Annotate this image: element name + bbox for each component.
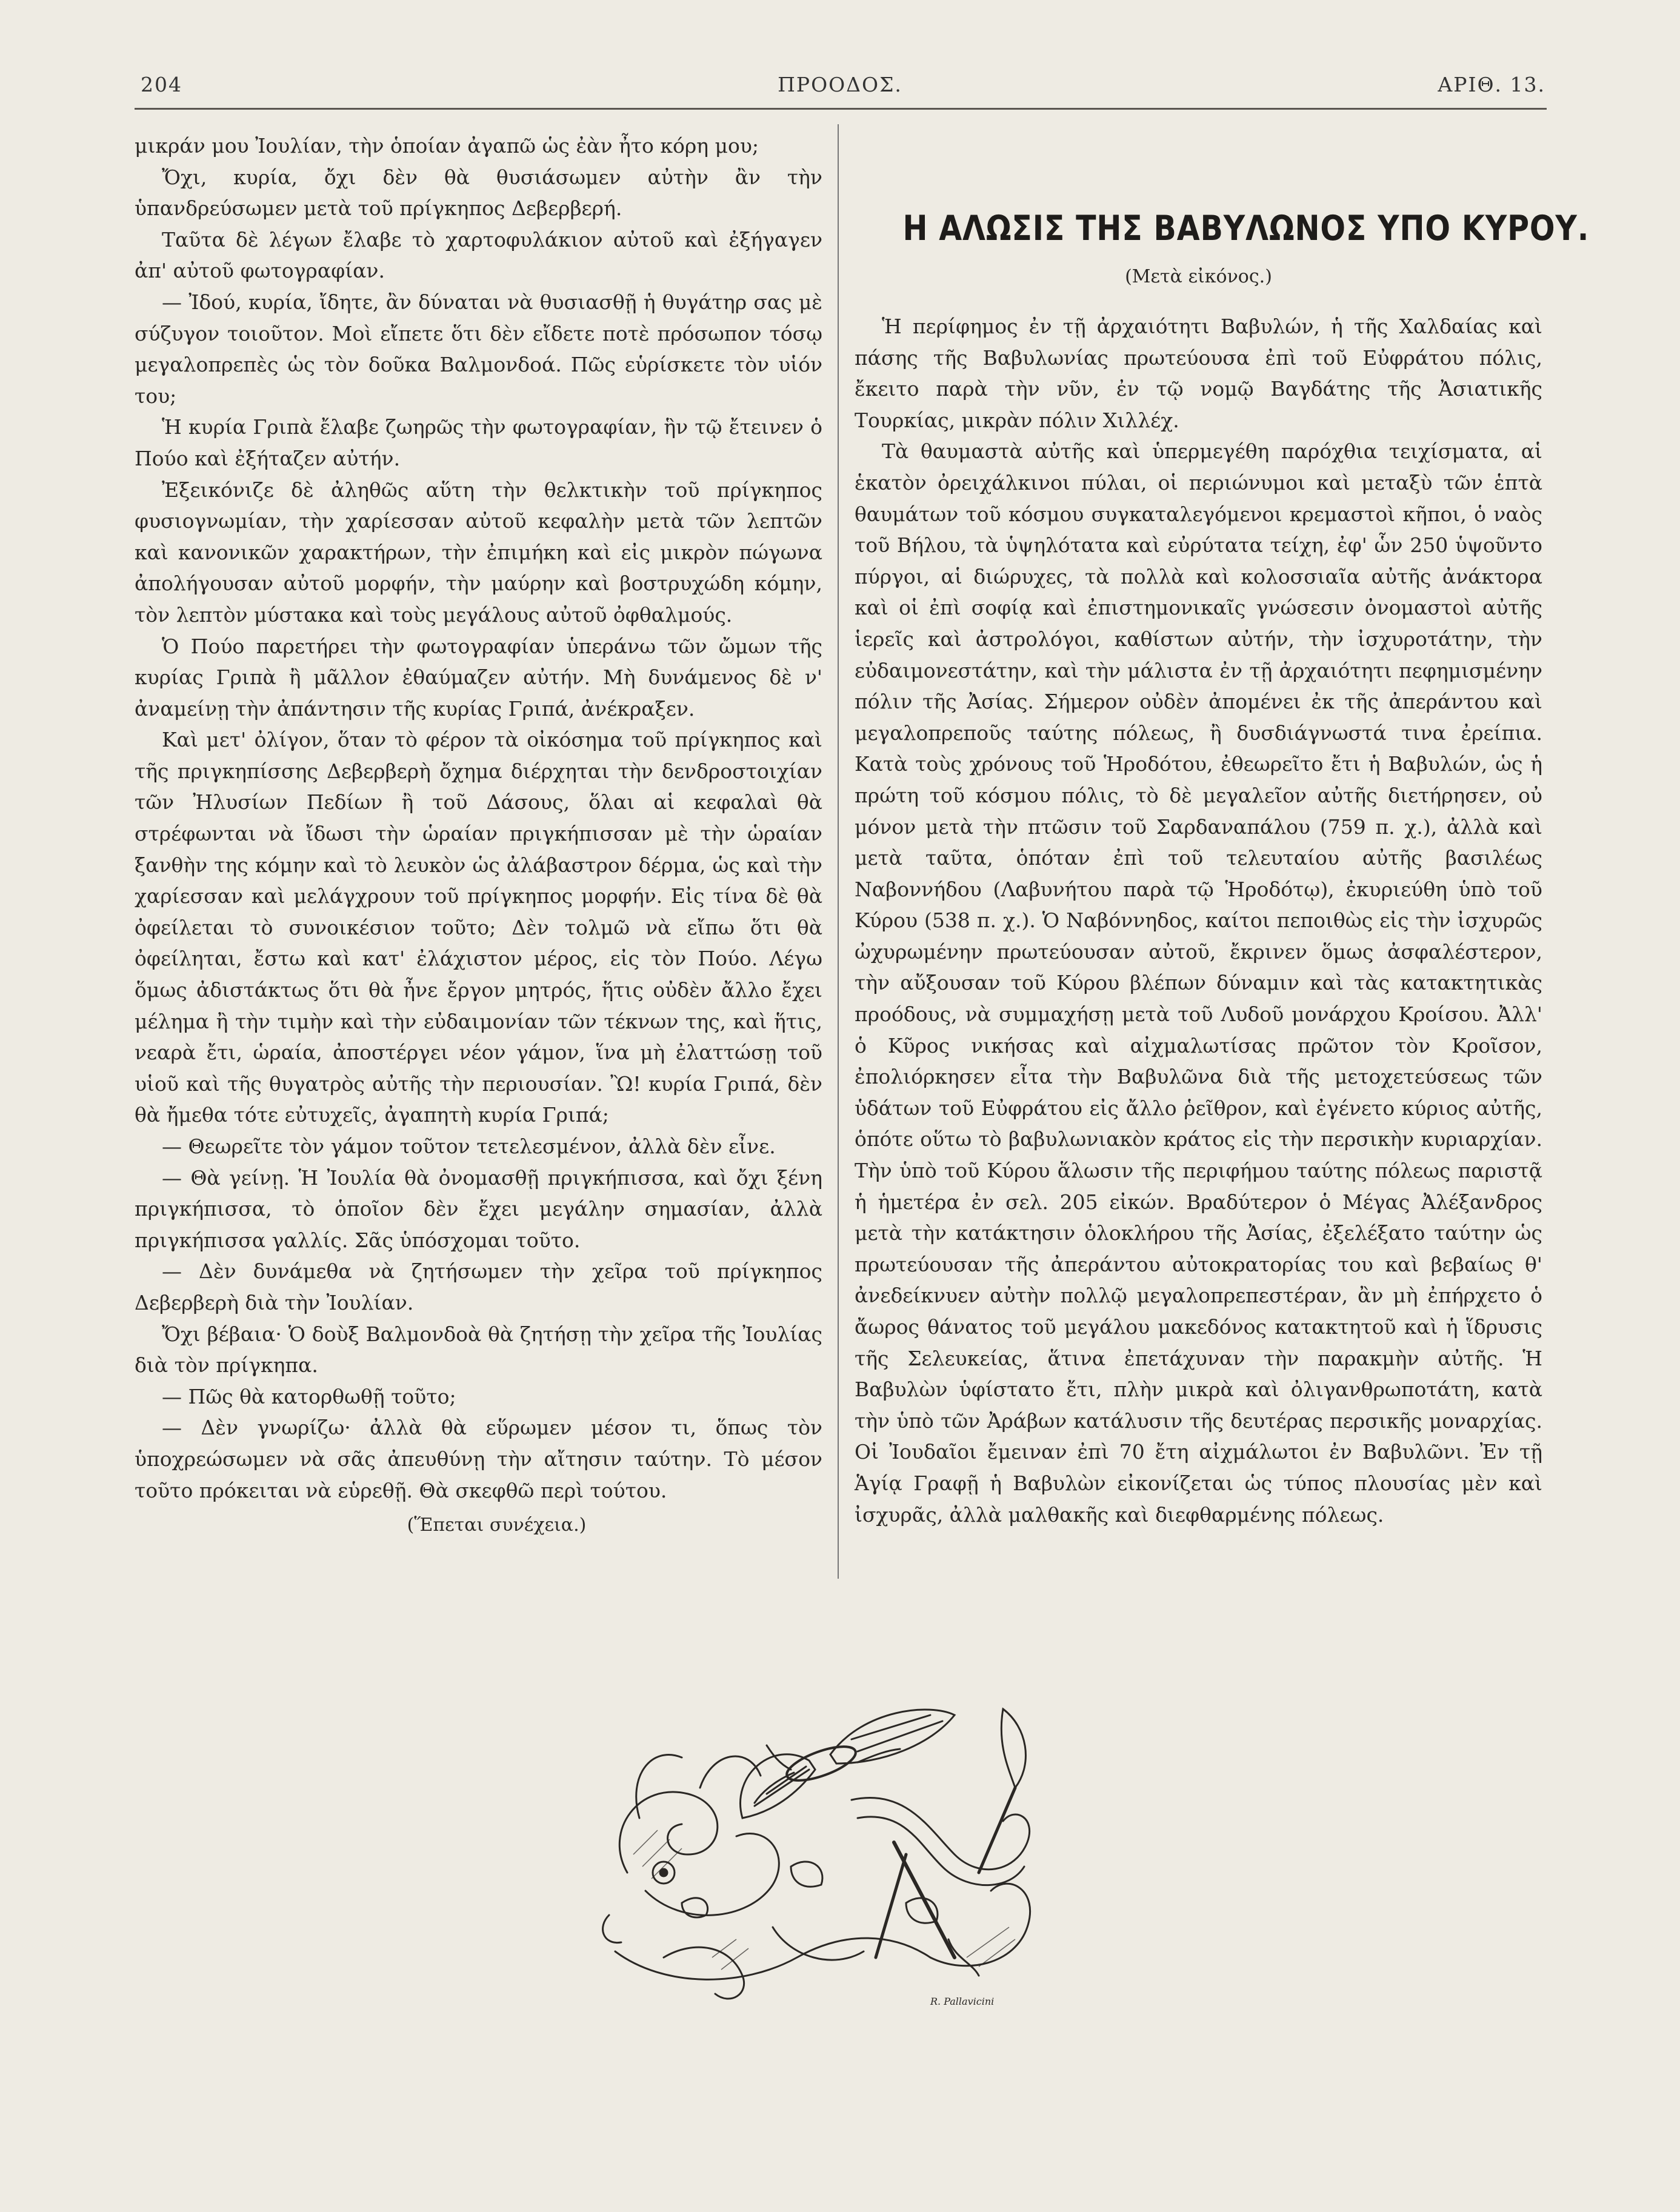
paragraph: — Πῶς θὰ κατορθωθῇ τοῦτο; [162, 1384, 456, 1408]
paragraph: — Θεωρεῖτε τὸν γάμον τοῦτον τετελεσμένον, ἀλλὰ δὲν εἶνε. [162, 1134, 776, 1158]
article-title: Η ΑΛΩΣΙΣ ΤΗΣ ΒΑΒΥΛΩΝΟΣ ΥΠΟ ΚΥΡΟΥ. [902, 208, 1590, 248]
left-column [135, 130, 822, 1541]
column-divider [838, 124, 839, 1579]
paragraph: Ὄχι, κυρία, ὄχι δὲν θὰ θυσιάσωμεν αὐτὴν ἂν τὴν ὑπανδρεύσωμεν μετὰ τοῦ πρίγκηπος Δεβερβερή. [135, 165, 822, 221]
paragraph: — Δὲν γνωρίζω· ἀλλὰ θὰ εὕρωμεν μέσον τι, ὅπως τὸν ὑποχρεώσωμεν νὰ σᾶς ἀπευθύνῃ τὴν αἴτησιν ταύτην. Τὸ μέσον τοῦτο πρόκειται νὰ εὑρεθῇ. Θὰ σκεφθῶ περὶ τούτου. [135, 1416, 822, 1502]
journal-name: ΠΡΟΟΔΟΣ. [778, 73, 902, 96]
page-number: 204 [141, 73, 182, 96]
paragraph: Ταῦτα δὲ λέγων ἔλαβε τὸ χαρτοφυλάκιον αὐτοῦ καὶ ἐξήγαγεν ἀπ' αὐτοῦ φωτογραφίαν. [135, 227, 822, 283]
paragraph: — Ἰδού, κυρία, ἴδητε, ἂν δύναται νὰ θυσιασθῇ ἡ θυγάτηρ σας μὲ σύζυγον τοιοῦτον. Μοὶ εἴπετε ὅτι δὲν εἴδετε ποτὲ πρόσωπον τόσῳ μεγαλοπρεπὲς ὡς τὸν δοῦκα Βαλμονδοά. Πῶς εὑρίσκετε τὸν υἱόν του; [135, 290, 822, 408]
paragraph: Ὄχι βέβαια· Ὁ δοὺξ Βαλμονδοὰ θὰ ζητήσῃ τὴν χεῖρα τῆς Ἰουλίας διὰ τὸν πρίγκηπα. [135, 1322, 822, 1378]
artist-signature: R. Pallavicini [930, 1996, 995, 2007]
page-header [0, 0, 1680, 121]
paragraph: Ὁ Πούο παρετήρει τὴν φωτογραφίαν ὑπεράνω τῶν ὤμων τῆς κυρίας Γριπὰ ἢ μᾶλλον ἐθαύμαζεν αὐτήν. Μὴ δυνάμενος δὲ ν' ἀναμείνῃ τὴν ἀπάντησιν τῆς κυρίας Γριπά, ἀνέκραξεν. [135, 634, 822, 721]
paragraph: — Θὰ γείνῃ. Ἡ Ἰουλία θὰ ὀνομασθῇ πριγκήπισσα, καὶ ὄχι ξένη πριγκήπισσα, τὸ ὁποῖον δὲν ἔχει μεγάλην σημασίαν, ἀλλὰ πριγκήπισσα γαλλίς. Σᾶς ὑπόσχομαι τοῦτο. [135, 1165, 822, 1252]
header-rule [135, 108, 1547, 110]
moth-floral-ornament-icon [591, 1673, 1070, 2012]
paragraph: Ἡ κυρία Γριπὰ ἔλαβε ζωηρῶς τὴν φωτογραφίαν, ἣν τῷ ἔτεινεν ὁ Πούο καὶ ἐξήταζεν αὐτήν. [135, 415, 822, 470]
paragraph: Τὰ θαυμαστὰ αὐτῆς καὶ ὑπερμεγέθη παρόχθια τειχίσματα, αἱ ἑκατὸν ὀρειχάλκινοι πύλαι, οἱ περιώνυμοι καὶ μεταξὺ τῶν ἑπτὰ θαυμάτων τοῦ κόσμου συγκαταλεγόμενοι κρεμαστοὶ κῆποι, ὁ ναὸς τοῦ Βήλου, τὰ ὑψηλότατα καὶ εὐρύτατα τείχη, ἐφ' ὧν 250 ὑψοῦντο πύργοι, αἱ διώρυχες, τὰ πολλὰ καὶ κολοσσιαῖα αὐτῆς ἀνάκτορα καὶ οἱ ἐπὶ σοφίᾳ καὶ ἐπιστημονικαῖς γνώσεσιν ὀνομαστοὶ αὐτῆς ἱερεῖς καὶ ἀστρολόγοι, καθίστων αὐτήν, τὴν ἰσχυροτάτην, τὴν εὐδαιμονεστάτην, καὶ τὴν μάλιστα ἐν τῇ ἀρχαιότητι πεφημισμένην πόλιν τῆς Ἀσίας. Σήμερον οὐδὲν ἀπομένει ἐκ τῆς ἀπεράντου καὶ μεγαλοπρεποῦς ταύτης πόλεως, ἢ δυσδιάγνωστά τινα ἐρείπια. Κατὰ τοὺς χρόνους τοῦ Ἡροδότου, ἐθεωρεῖτο ἔτι ἡ Βαβυλών, ὡς ἡ πρώτη τοῦ κόσμου πόλις, τὸ δὲ μεγαλεῖον αὐτῆς διετήρησεν, οὐ μόνον μετὰ τὴν πτῶσιν τοῦ Σαρδαναπάλου (759 π. χ.), ἀλλὰ καὶ μετὰ ταῦτα, ὁπόταν ἐπὶ τοῦ τελευταίου αὐτῆς βασιλέως Ναβοννήδου (Λαβυνήτου παρὰ τῷ Ἡροδότῳ), ἐκυριεύθη ὑπὸ τοῦ Κύρου (538 π. χ.). Ὁ Ναβόννηδος, καίτοι πεποιθὼς εἰς τὴν ἰσχυρῶς ὠχυρωμένην πρωτεύουσαν αὐτοῦ, ἔκρινεν ὅμως ἀσφαλέστερον, τὴν αὔξουσαν τοῦ Κύρου βλέπων δύναμιν καὶ τὰς κατακτητικὰς προόδους, νὰ συμμαχήσῃ μετὰ τοῦ Λυδοῦ μονάρχου Κροίσου. Ἀλλ' ὁ Κῦρος νικήσας καὶ αἰχμαλωτίσας πρῶτον τὸν Κροῖσον, ἐπολιόρκησεν εἶτα τὴν Βαβυλῶνα διὰ τῆς μετοχετεύσεως τῶν ὑδάτων τοῦ Εὐφράτου εἰς ἄλλο ῥεῖθρον, καὶ ἐγένετο κύριος αὐτῆς, ὁπότε οὕτω τὸ βαβυλωνιακὸν κράτος εἰς τὴν περσικὴν κυριαρχίαν. Τὴν ὑπὸ τοῦ Κύρου ἅλωσιν τῆς περιφήμου ταύτης πόλεως παριστᾷ ἡ ἡμετέρα ἐν σελ. 205 εἰκών. Βραδύτερον ὁ Μέγας Ἀλέξανδρος μετὰ τὴν κατάκτησιν ὁλοκλήρου τῆς Ἀσίας, ἐξελέξατο ταύτην ὡς πρωτεύουσαν τῆς ἀπεράντου αὐτοκρατορίας του καὶ βεβαίως θ' ἀνεδείκνυεν αὐτὴν πολλῷ μεγαλοπρεπεστέραν, ἂν μὴ ἐπήρχετο ὁ ἄωρος θάνατος τοῦ μεγάλου μακεδόνος κατακτητοῦ καὶ ἡ ἵδρυσις τῆς Σελευκείας, ἅτινα ἐπετάχυναν τὴν παρακμὴν αὐτῆς. Ἡ Βαβυλὼν ὑφίστατο ἔτι, πλὴν μικρὰ καὶ ὀλιγανθρωποτάτη, κατὰ τὴν ὑπὸ τῶν Ἀράβων κατάλυσιν τῆς δευτέρας περσικῆς μοναρχίας. Οἱ Ἰουδαῖοι ἔμειναν ἐπὶ 70 ἔτη αἰχμάλωτοι ἐν Βαβυλῶνι. Ἐν τῇ Ἁγίᾳ Γραφῇ ἡ Βαβυλὼν εἰκονίζεται ὡς τύπος πλουσίας μὲν καὶ ἰσχυρᾶς, ἀλλὰ μαλθακῆς καὶ διεφθαρμένης πόλεως. [855, 439, 1542, 1527]
paragraph: μικράν μου Ἰουλίαν, τὴν ὁποίαν ἀγαπῶ ὡς ἐὰν ἦτο κόρη μου; [135, 134, 759, 158]
issue-number: ΑΡΙΘ. 13. [1438, 73, 1545, 96]
paragraph: Ἐξεικόνιζε δὲ ἀληθῶς αὕτη τὴν θελκτικὴν τοῦ πρίγκηπος φυσιογνωμίαν, τὴν χαρίεσσαν αὐτοῦ κεφαλὴν μετὰ τῶν λεπτῶν καὶ κανονικῶν χαρακτήρων, τὴν ἐπιμήκη καὶ εἰς μικρὸν πώγωνα ἀπολήγουσαν αὐτοῦ μορφήν, τὴν μαύρην καὶ βοστρυχώδη κόμην, τὸν λεπτὸν μύστακα καὶ τοὺς μεγάλους αὐτοῦ ὀφθαλμούς. [135, 478, 822, 627]
paragraph: — Δὲν δυνάμεθα νὰ ζητήσωμεν τὴν χεῖρα τοῦ πρίγκηπος Δεβερβερὴ διὰ τὴν Ἰουλίαν. [135, 1259, 822, 1314]
right-column [855, 130, 1590, 1530]
paragraph: Καὶ μετ' ὀλίγον, ὅταν τὸ φέρον τὰ οἰκόσημα τοῦ πρίγκηπος καὶ τῆς πριγκηπίσσης Δεβερβερὴ ὄχημα διέρχηται τὴν δενδροστοιχίαν τῶν Ἠλυσίων Πεδίων ἢ τοῦ Δάσους, ὅλαι αἱ κεφαλαὶ θὰ στρέφωνται νὰ ἴδωσι τὴν ὡραίαν πριγκήπισσαν μὲ τὴν ὡραίαν ξανθὴν της κόμην καὶ τὸ λευκὸν ὡς ἀλάβαστρον δέρμα, ὡς καὶ τὴν χαρίεσσαν καὶ μελάγχρουν τοῦ πρίγκηπος μορφήν. Εἰς τίνα δὲ θὰ ὀφείλεται τὸ συνοικέσιον τοῦτο; Δὲν τολμῶ νὰ εἴπω ὅτι θὰ ὀφείληται, ἔστω καὶ κατ' ἐλάχιστον μέρος, εἰς τὸν Πούο. Λέγω ὅμως ἀδιστάκτως ὅτι θὰ ἦνε ἔργον μητρός, ἥτις οὐδὲν ἄλλο ἔχει μέλημα ἢ τὴν τιμὴν καὶ τὴν εὐδαιμονίαν τῶν τέκνων της, καὶ ἥτις, νεαρὰ ἔτι, ὡραία, ἀποστέργει νέον γάμον, ἵνα μὴ ἐλαττώσῃ τοῦ υἱοῦ καὶ τῆς θυγατρὸς αὐτῆς τὴν περιουσίαν. Ὢ! κυρία Γριπά, δὲν θὰ ἤμεθα τότε εὐτυχεῖς, ἀγαπητὴ κυρία Γριπά; [135, 728, 822, 1127]
article-subtitle: (Μετὰ εἰκόνος.) [1125, 266, 1272, 287]
continued-note: (Ἕπεται συνέχεια.) [407, 1514, 587, 1536]
paragraph: Ἡ περίφημος ἐν τῇ ἀρχαιότητι Βαβυλών, ἡ τῆς Χαλδαίας καὶ πάσης τῆς Βαβυλωνίας πρωτεύουσα ἐπὶ τοῦ Εὐφράτου πόλις, ἔκειτο παρὰ τὴν νῦν, ἐν τῷ νομῷ Βαγδάτης τῆς Ἀσιατικῆς Τουρκίας, μικρὰν πόλιν Χιλλέχ. [855, 315, 1542, 432]
